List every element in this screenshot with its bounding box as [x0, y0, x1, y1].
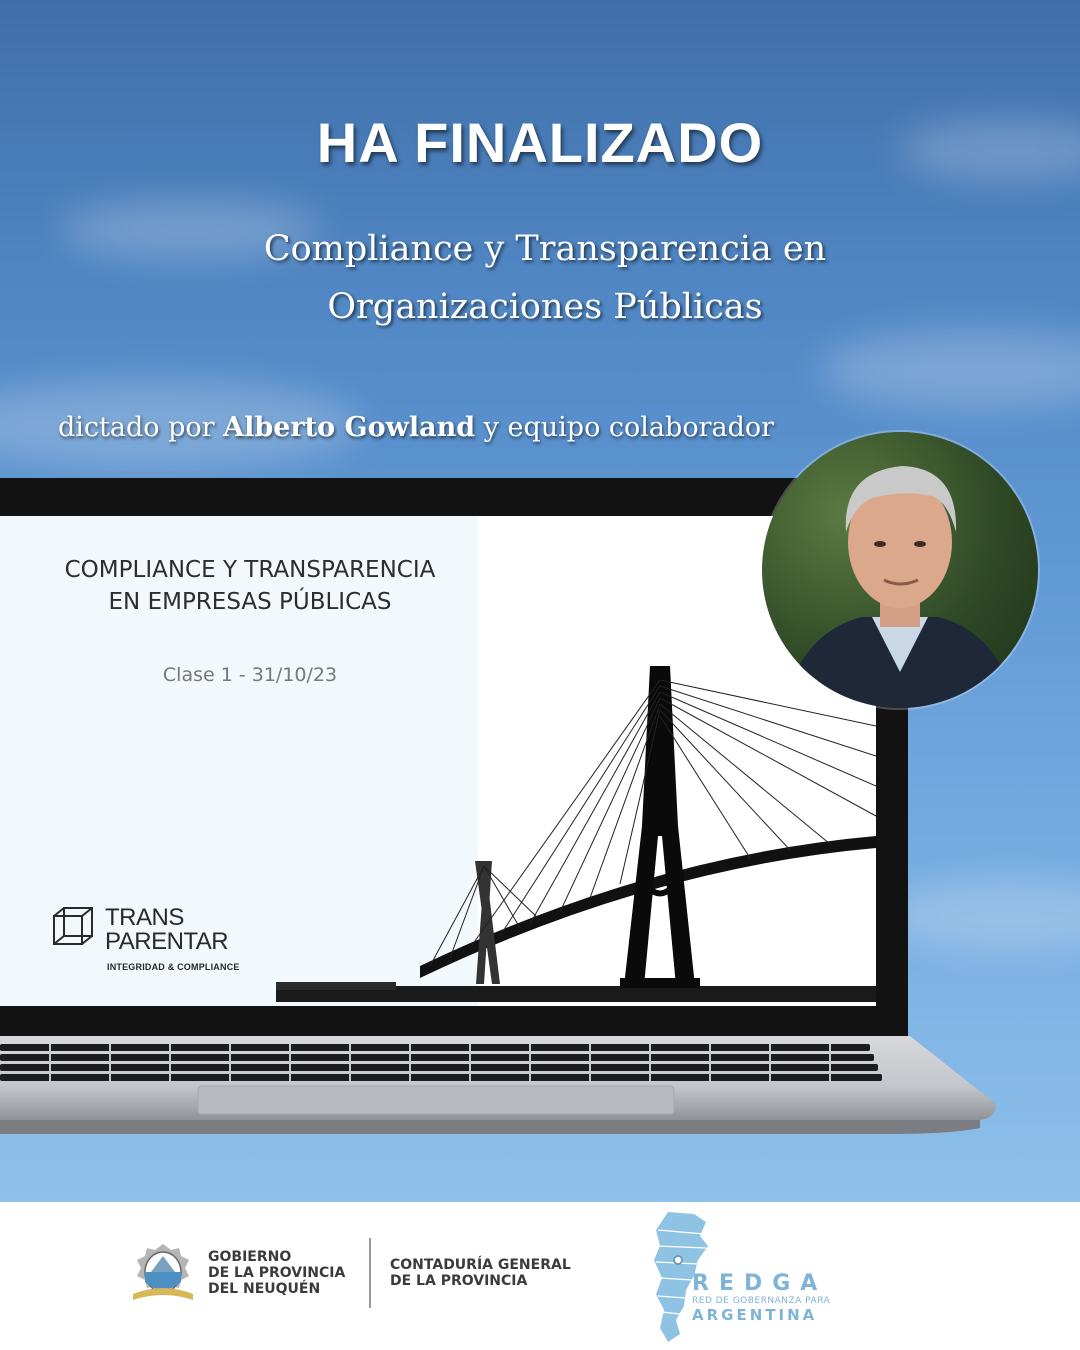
logo-line1: TRANS [105, 904, 184, 931]
footer [0, 1202, 1080, 1350]
cloud [880, 880, 1080, 950]
slide-title-line2: EN EMPRESAS PÚBLICAS [108, 589, 392, 615]
headline: HA FINALIZADO [316, 111, 764, 174]
byline-prefix: dictado por [58, 412, 224, 443]
footer-divider [369, 1238, 371, 1308]
slide-class-label: Clase 1 - 31/10/23 [162, 664, 338, 686]
instructor-name: Alberto Gowland [223, 412, 476, 443]
course-title-line1: Compliance y Transparencia en [263, 229, 827, 269]
cont-line2: DE LA PROVINCIA [390, 1273, 528, 1289]
byline-suffix: y equipo colaborador [475, 412, 775, 443]
logo-line2: PARENTAR [105, 928, 229, 955]
logo-wordmark [105, 906, 228, 954]
logo-tagline: INTEGRIDAD & COMPLIANCE [107, 962, 240, 972]
cont-line1: CONTADURÍA GENERAL [390, 1257, 571, 1273]
cloud [820, 330, 1080, 410]
gov-line1: GOBIERNO [208, 1249, 292, 1265]
slide-title [30, 554, 470, 618]
gov-line3: DEL NEUQUÉN [208, 1281, 321, 1297]
gov-line2: DE LA PROVINCIA [208, 1265, 346, 1281]
laptop-keyboard [0, 1036, 1000, 1136]
redga-title: REDGA [692, 1271, 828, 1296]
portrait-illustration [762, 432, 1038, 708]
slide-title-line1: COMPLIANCE Y TRANSPARENCIA [64, 557, 436, 583]
byline [58, 412, 774, 443]
redga-subtitle: RED DE GOBERNANZA PARA [692, 1296, 831, 1306]
neuquen-seal-icon [133, 1242, 193, 1306]
course-title [200, 220, 890, 336]
contaduria-name [390, 1257, 571, 1289]
redga-country: ARGENTINA [692, 1306, 818, 1324]
instructor-photo [762, 432, 1038, 708]
laptop-screen [0, 516, 876, 1006]
government-name [208, 1249, 345, 1297]
cube-logo-icon [50, 904, 96, 950]
bridge-silhouette [270, 666, 876, 1006]
course-title-line2: Organizaciones Públicas [327, 287, 763, 327]
